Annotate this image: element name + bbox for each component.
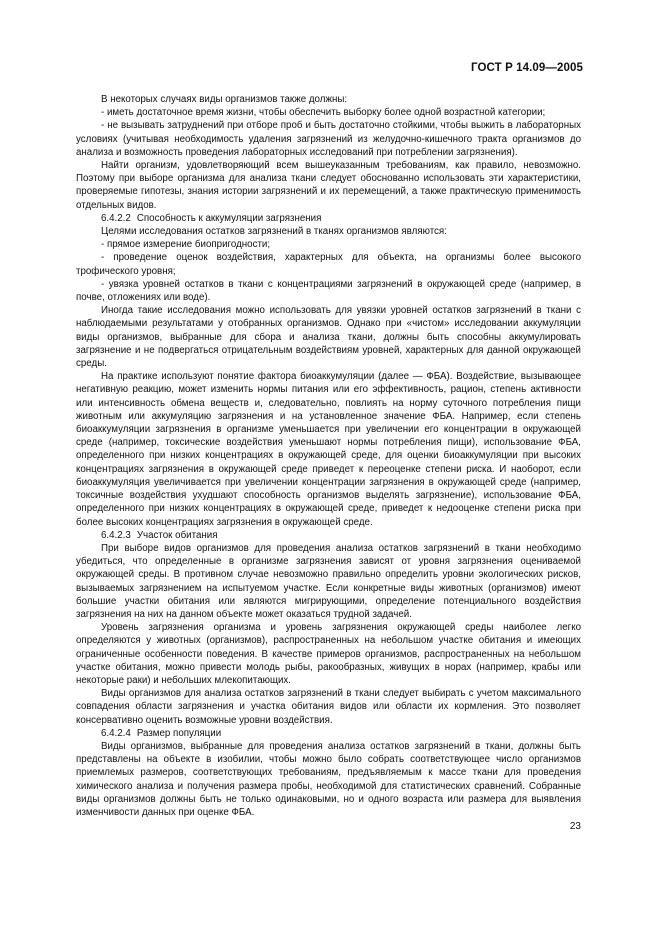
section-title: Размер популяции: [136, 727, 222, 739]
page-number: 23: [569, 821, 581, 832]
section-title: Способность к аккумуляции загрязнения: [136, 212, 322, 224]
paragraph: При выборе видов организмов для проведения анализа остатков загрязнений в ткани необходимо убедиться, что определенные в организме загрязнения зависят от уровня загрязнения оцениваемой окружающей среды. В противном случае невозможно правильно определить уровни экологических рисков, вызываемых загрязнением на испытуемом участке. Если конкретные виды животных (организмов) имеют большие участки обитания или являются мигрирующими, определение потенциального воздействия загрязнения на них на данном объекте может оказаться трудной задачей.: [76, 542, 581, 620]
section-number: 6.4.2.4: [101, 727, 131, 739]
section-heading: [76, 212, 581, 225]
paragraph: Виды организмов, выбранные для проведения анализа остатков загрязнений в ткани, должны быть представлены на объекте в изобилии, чтобы можно было собрать соответствующее число организмов приемлемых размеров, соответствующих требованиям, предъявляемым к массе ткани для проведения химического анализа и получения размера пробы, необходимой для статистических сравнений. Собранные виды организмов должны быть не только одинаковыми, но и одного возраста или размера для выявления изменчивости данных при оценке ФБА.: [76, 740, 581, 818]
paragraph: Найти организм, удовлетворяющий всем вышеуказанным требованиям, как правило, невозможно. Поэтому при выборе организма для анализа ткани следует обоснованно использовать эти характеристики, проверяемые гипотезы, знания истории загрязнений и их перемещений, а также практическую применимость отдельных видов.: [76, 160, 581, 211]
section-heading: [76, 727, 581, 740]
section-title: Участок обитания: [136, 529, 218, 541]
standard-code-header: ГОСТ Р 14.09—2005: [471, 62, 583, 74]
paragraph: - прямое измерение биопригодности;: [101, 239, 271, 251]
paragraph: - иметь достаточное время жизни, чтобы обеспечить выборку более одной возрастной категории;: [101, 107, 546, 119]
paragraph: - не вызывать затруднений при отборе проб и быть достаточно стойкими, чтобы выжить в лабораторных условиях (учитывая необходимость удаления загрязнений из желудочно-кишечного тракта организмов до анализа и возможность проведения лабораторных исследований при потреблении загрязнения).: [76, 120, 581, 158]
paragraph: Иногда такие исследования можно использовать для увязки уровней остатков загрязнений в ткани с наблюдаемыми результатами у отобранных организмов. Однако при «чистом» исследовании аккумуляции виды организмов, выбранные для сбора и анализа ткани, должны быть способны аккумулировать загрязнение и не подвергаться отрицательным воздействиям уровней, характерных для данной окружающей среды.: [76, 305, 581, 370]
document-body: [76, 93, 581, 819]
paragraph: Уровень загрязнения организма и уровень загрязнения окружающей среды наиболее легко определяются у животных (организмов), распространенных на небольшом участке обитания и имеющих ограниченные особенности поведения. В качестве примеров организмов, распространенных на небольшом участке обитания, можно привести молодь рыбы, ракообразных, живущих в норах (например, крабы или некоторые раки) и небольших млекопитающих.: [76, 622, 581, 686]
paragraph: На практике используют понятие фактора биоаккумуляции (далее — ФБА). Воздействие, вызывающее негативную реакцию, может изменить нормы питания или его эффективность, рацион, степень активности или интенсивность обмена веществ и, следовательно, повлиять на норму суточного потребления пищи животным или аккумуляцию загрязнения и на установленное значение ФБА. Например, если степень биоаккумуляции загрязнения в организме уменьшается при увеличении его концентрации в окружающей среде (например, токсические воздействия уменьшают нормы потребления пищи), использование ФБА, определенного при низких концентрациях в окружающей среде, для оценки биоаккумуляции при высоких концентрациях загрязнения в окружающей среде приведет к переоценке степени риска. И наоборот, если биоаккумуляция увеличивается при увеличении концентрации загрязнения в окружающей среде (например, токсичные воздействия ухудшают способность организмов выделять загрязнение), использование ФБА, определенного при низких концентрациях в окружающей среде, приведет к недооценке степени риска при более высоких концентрациях загрязнения в окружающей среде.: [76, 371, 581, 528]
paragraph: В некоторых случаях виды организмов также должны:: [101, 94, 348, 105]
paragraph: - проведение оценок воздействия, характерных для объекта, на организмы более высокого трофического уровня;: [76, 252, 581, 277]
paragraph: - увязка уровней остатков в ткани с концентрациями загрязнений в окружающей среде (например, в почве, отложениях или воде).: [76, 278, 581, 304]
section-heading: [76, 529, 581, 542]
section-number: 6.4.2.2: [101, 212, 131, 224]
paragraph: Виды организмов для анализа остатков загрязнений в ткани следует выбирать с учетом максимального совпадения области загрязнения и участка обитания видов или области их кормления. Это позволяет консервативно оценить возможные уровни воздействия.: [76, 688, 581, 726]
section-number: 6.4.2.3: [101, 529, 131, 541]
paragraph: Целями исследования остатков загрязнений в тканях организмов являются:: [101, 226, 447, 238]
